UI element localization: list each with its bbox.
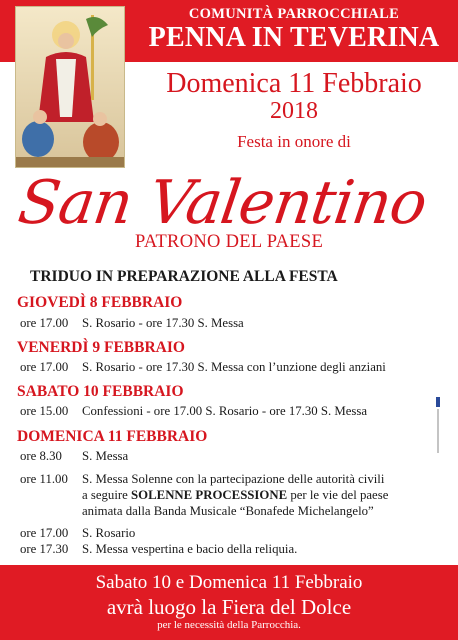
row-time: ore 11.00	[20, 472, 68, 486]
event-year: 2018	[270, 98, 318, 124]
row-desc: S. Messa	[82, 449, 129, 463]
processione-highlight: SOLENNE PROCESSIONE	[131, 488, 288, 502]
row-desc: S. Messa vespertina e bacio della reliquia.	[82, 542, 298, 556]
festa-subtitle: Festa in onore di	[237, 132, 351, 151]
row-time: ore 8.30	[20, 449, 62, 463]
schedule-row	[20, 360, 386, 375]
row-desc: S. Rosario	[82, 526, 136, 540]
row-desc: S. Rosario - ore 17.30 S. Messa	[82, 316, 244, 330]
footer-note: per le necessità della Parrocchia.	[157, 619, 301, 631]
schedule-continuation-line: animata dalla Banda Musicale “Bonafede Michelangelo”	[82, 504, 374, 518]
schedule-row	[20, 449, 128, 464]
patrono-subtitle: PATRONO DEL PAESE	[134, 232, 324, 252]
row-time: ore 17.00	[20, 360, 69, 374]
row-desc: Confessioni - ore 17.00 S. Rosario - ore 17.30 S. Messa	[82, 404, 368, 418]
schedule-row	[20, 526, 135, 541]
continuation-pre: a seguire	[82, 488, 132, 502]
row-time: ore 17.30	[20, 542, 69, 556]
day-title-giovedi: GIOVEDÌ 8 FEBBRAIO	[17, 294, 183, 311]
row-desc: S. Rosario - ore 17.30 S. Messa con l’unzione degli anziani	[82, 360, 386, 374]
schedule-row	[20, 404, 367, 419]
day-title-domenica: DOMENICA 11 FEBBRAIO	[17, 428, 208, 445]
printer-logo	[434, 395, 442, 455]
day-title-venerdi: VENERDÌ 9 FEBBRAIO	[17, 339, 185, 356]
footer-dates: Sabato 10 e Domenica 11 Febbraio	[95, 572, 363, 593]
schedule-row	[20, 316, 244, 331]
day-title-sabato: SABATO 10 FEBBRAIO	[17, 383, 184, 400]
town-title: PENNA IN TEVERINA	[148, 22, 440, 53]
row-time: ore 17.00	[20, 526, 69, 540]
event-date: Domenica 11 Febbraio	[166, 68, 422, 99]
row-time: ore 15.00	[20, 404, 69, 418]
saint-valentine-image	[15, 6, 125, 168]
schedule-continuation-line	[82, 488, 388, 503]
row-desc: S. Messa Solenne con la partecipazione delle autorità civili	[82, 472, 385, 486]
triduo-heading: TRIDUO IN PREPARAZIONE ALLA FESTA	[30, 268, 338, 285]
schedule-row	[20, 542, 297, 557]
saint-name-title	[0, 155, 458, 240]
footer-fiera: avrà luogo la Fiera del Dolce	[106, 595, 352, 619]
community-title: COMUNITÀ PARROCCHIALE	[188, 6, 400, 22]
row-time: ore 17.00	[20, 316, 69, 330]
saint-name-text: San Valentino	[14, 168, 431, 238]
schedule-row	[20, 472, 384, 487]
continuation-post: per le vie del paese	[287, 488, 389, 502]
